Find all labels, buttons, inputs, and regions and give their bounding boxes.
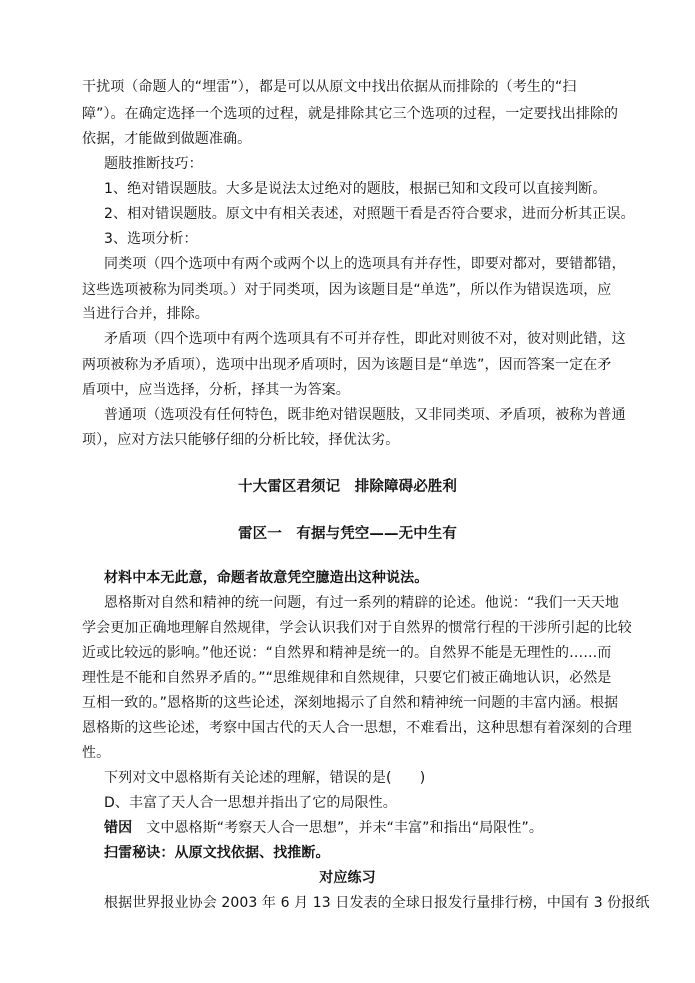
practice-title: 对应练习	[319, 870, 376, 886]
bold-intro: 材料中本无此意，命题者故意凭空臆造出这种说法。	[104, 570, 429, 586]
body-text-line: 这些选项被称为同类项。）对于同类项，因为该题目是“单选”，所以作为错误选项，应	[82, 282, 612, 298]
section-heading: 十大雷区君须记 排除障碍必胜利	[238, 479, 457, 495]
body-text-line: 理性是不能和自然界矛盾的。”“思维规律和自然规律，只要它们被正确地认识，必然是	[82, 670, 612, 686]
practice-text: 根据世界报业协会 2003 年 6 月 13 日发表的全球日报发行量排行榜，中国有 3 份报纸	[104, 895, 650, 911]
error-reason	[104, 818, 644, 838]
tip-bold: 扫雷秘诀：从原文找依据、找推断。	[104, 845, 330, 861]
option-d: D、丰富了天人合一思想并指出了它的局限性。	[104, 795, 397, 811]
body-text-line: 矛盾项（四个选项中有两个选项具有不可并存性，即此对则彼不对，彼对则此错，这	[104, 331, 626, 347]
error-label: 错因	[104, 820, 133, 836]
body-text-line: 盾项中，应当选择，分析，择其一为答案。	[82, 382, 350, 398]
body-text-line: 恩格斯对自然和精神的统一问题，有过一系列的精辟的论述。他说：“我们一天天地	[104, 595, 619, 611]
body-text-line: 性。	[82, 745, 111, 761]
tip-item: 2、相对错误题肢。原文中有相关表述，对照题干看是否符合要求，进而分析其正误。	[104, 206, 635, 222]
body-text-line: 同类项（四个选项中有两个或两个以上的选项具有并存性，即要对都对，要错都错，	[104, 256, 626, 272]
body-text-line: 当进行合并，排除。	[82, 306, 209, 322]
tip-item: 3、选项分析：	[104, 231, 198, 247]
body-text-line: 干扰项（命题人的“埋雷”），都是可以从原文中找出依据从而排除的（考生的“扫	[82, 79, 577, 95]
body-text-line: 障”）。在确定选择一个选项的过程，就是排除其它三个选项的过程，一定要找出排除的	[82, 106, 619, 122]
body-text-line: 互相一致的。”恩格斯的这些论述，深刻地揭示了自然和精神统一问题的丰富内涵。根据	[82, 695, 619, 711]
body-text-line: 近或比较远的影响。”他还说：“自然界和精神是统一的。自然界不能是无理性的……而	[82, 645, 612, 661]
tips-title: 题肢推断技巧：	[104, 156, 203, 172]
tip-item: 1、绝对错误题肢。大多是说法太过绝对的题肢，根据已知和文段可以直接判断。	[104, 181, 607, 197]
body-text-line: 普通项（选项没有任何特色，既非绝对错误题肢，又非同类项、矛盾项，被称为普通	[104, 407, 626, 423]
body-text-line: 两项被称为矛盾项），选项中出现矛盾项时，因为该题目是“单选”，因而答案一定在矛	[82, 357, 612, 373]
question-text: 下列对文中恩格斯有关论述的理解，错误的是( )	[104, 770, 426, 786]
error-text: 文中恩格斯“考察天人合一思想”，并未“丰富”和指出“局限性”。	[132, 820, 543, 836]
body-text-line: 恩格斯的这些论述，考察中国古代的天人合一思想，不难看出，这种思想有着深刻的合理	[82, 720, 632, 736]
subsection-heading: 雷区一 有据与凭空——无中生有	[238, 526, 457, 542]
body-text-line: 依据，才能做到做题准确。	[82, 131, 252, 147]
body-text-line: 学会更加正确地理解自然规律，学会认识我们对于自然界的惯常行程的干涉所引起的比较	[82, 620, 632, 636]
body-text-line: 项），应对方法只能够仔细的分析比较，择优汰劣。	[82, 432, 400, 448]
